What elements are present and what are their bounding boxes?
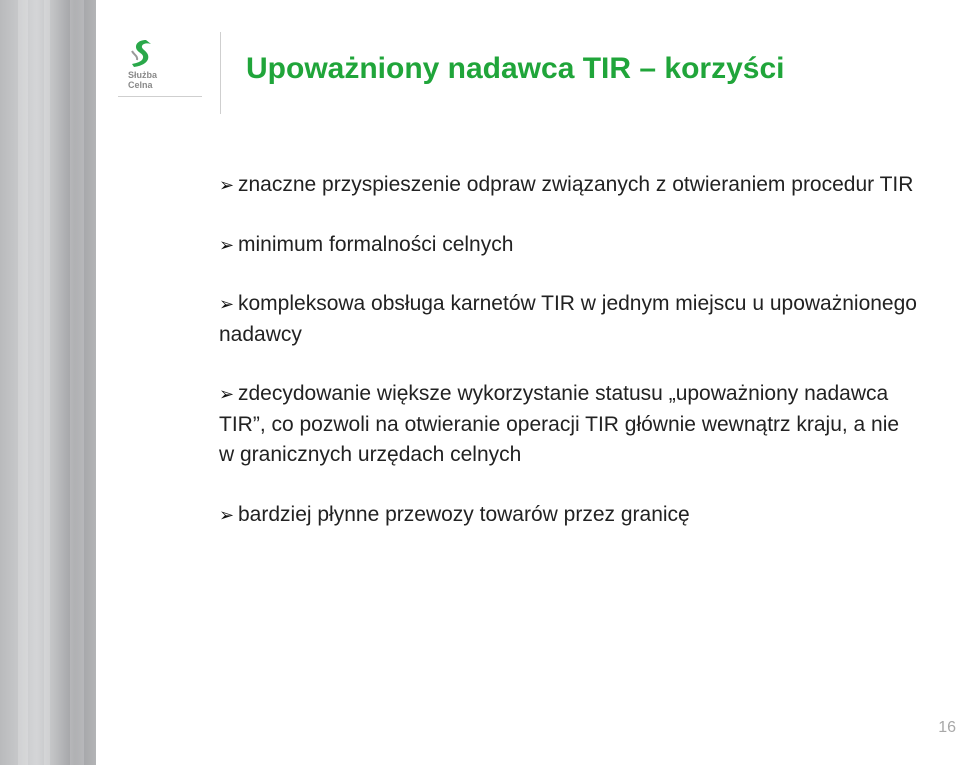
- arrowhead-bullet-icon: ➢: [219, 504, 235, 525]
- bullet-text: znaczne przyspieszenie odpraw związanych z otwieraniem procedur TIR: [238, 173, 914, 196]
- list-item: [219, 289, 919, 350]
- customs-logo: [118, 38, 210, 98]
- benefits-list: [219, 170, 919, 530]
- arrowhead-bullet-icon: ➢: [219, 234, 235, 255]
- logo-line-2: Celna: [128, 80, 153, 90]
- bullet-text: kompleksowa obsługa karnetów TIR w jednym miejscu u upoważnionego nadawcy: [219, 292, 917, 346]
- page-number: 16: [938, 719, 956, 736]
- bullet-text: bardziej płynne przewozy towarów przez granicę: [238, 502, 690, 526]
- logo-text: [128, 70, 157, 90]
- list-item: [219, 500, 919, 531]
- header-vertical-divider: [220, 32, 221, 114]
- arrowhead-bullet-icon: ➢: [219, 175, 235, 195]
- logo-divider: [118, 96, 202, 97]
- arrowhead-bullet-icon: ➢: [219, 294, 235, 314]
- bullet-text: minimum formalności celnych: [238, 232, 514, 256]
- logo-line-1: Służba: [128, 70, 158, 80]
- slide-title: Upoważniony nadawca TIR – korzyści: [246, 52, 785, 85]
- decorative-sidebar: [0, 0, 96, 765]
- list-item: [219, 379, 919, 471]
- arrowhead-bullet-icon: ➢: [219, 384, 235, 404]
- list-item: [219, 170, 919, 201]
- list-item: [219, 230, 919, 261]
- bullet-text: zdecydowanie większe wykorzystanie statusu „upoważniony nadawca TIR”, co pozwoli na otwieranie operacji TIR głównie wewnątrz kraju, a nie w granicznych urzędach celnych: [219, 382, 900, 466]
- customs-logo-icon: [124, 38, 164, 70]
